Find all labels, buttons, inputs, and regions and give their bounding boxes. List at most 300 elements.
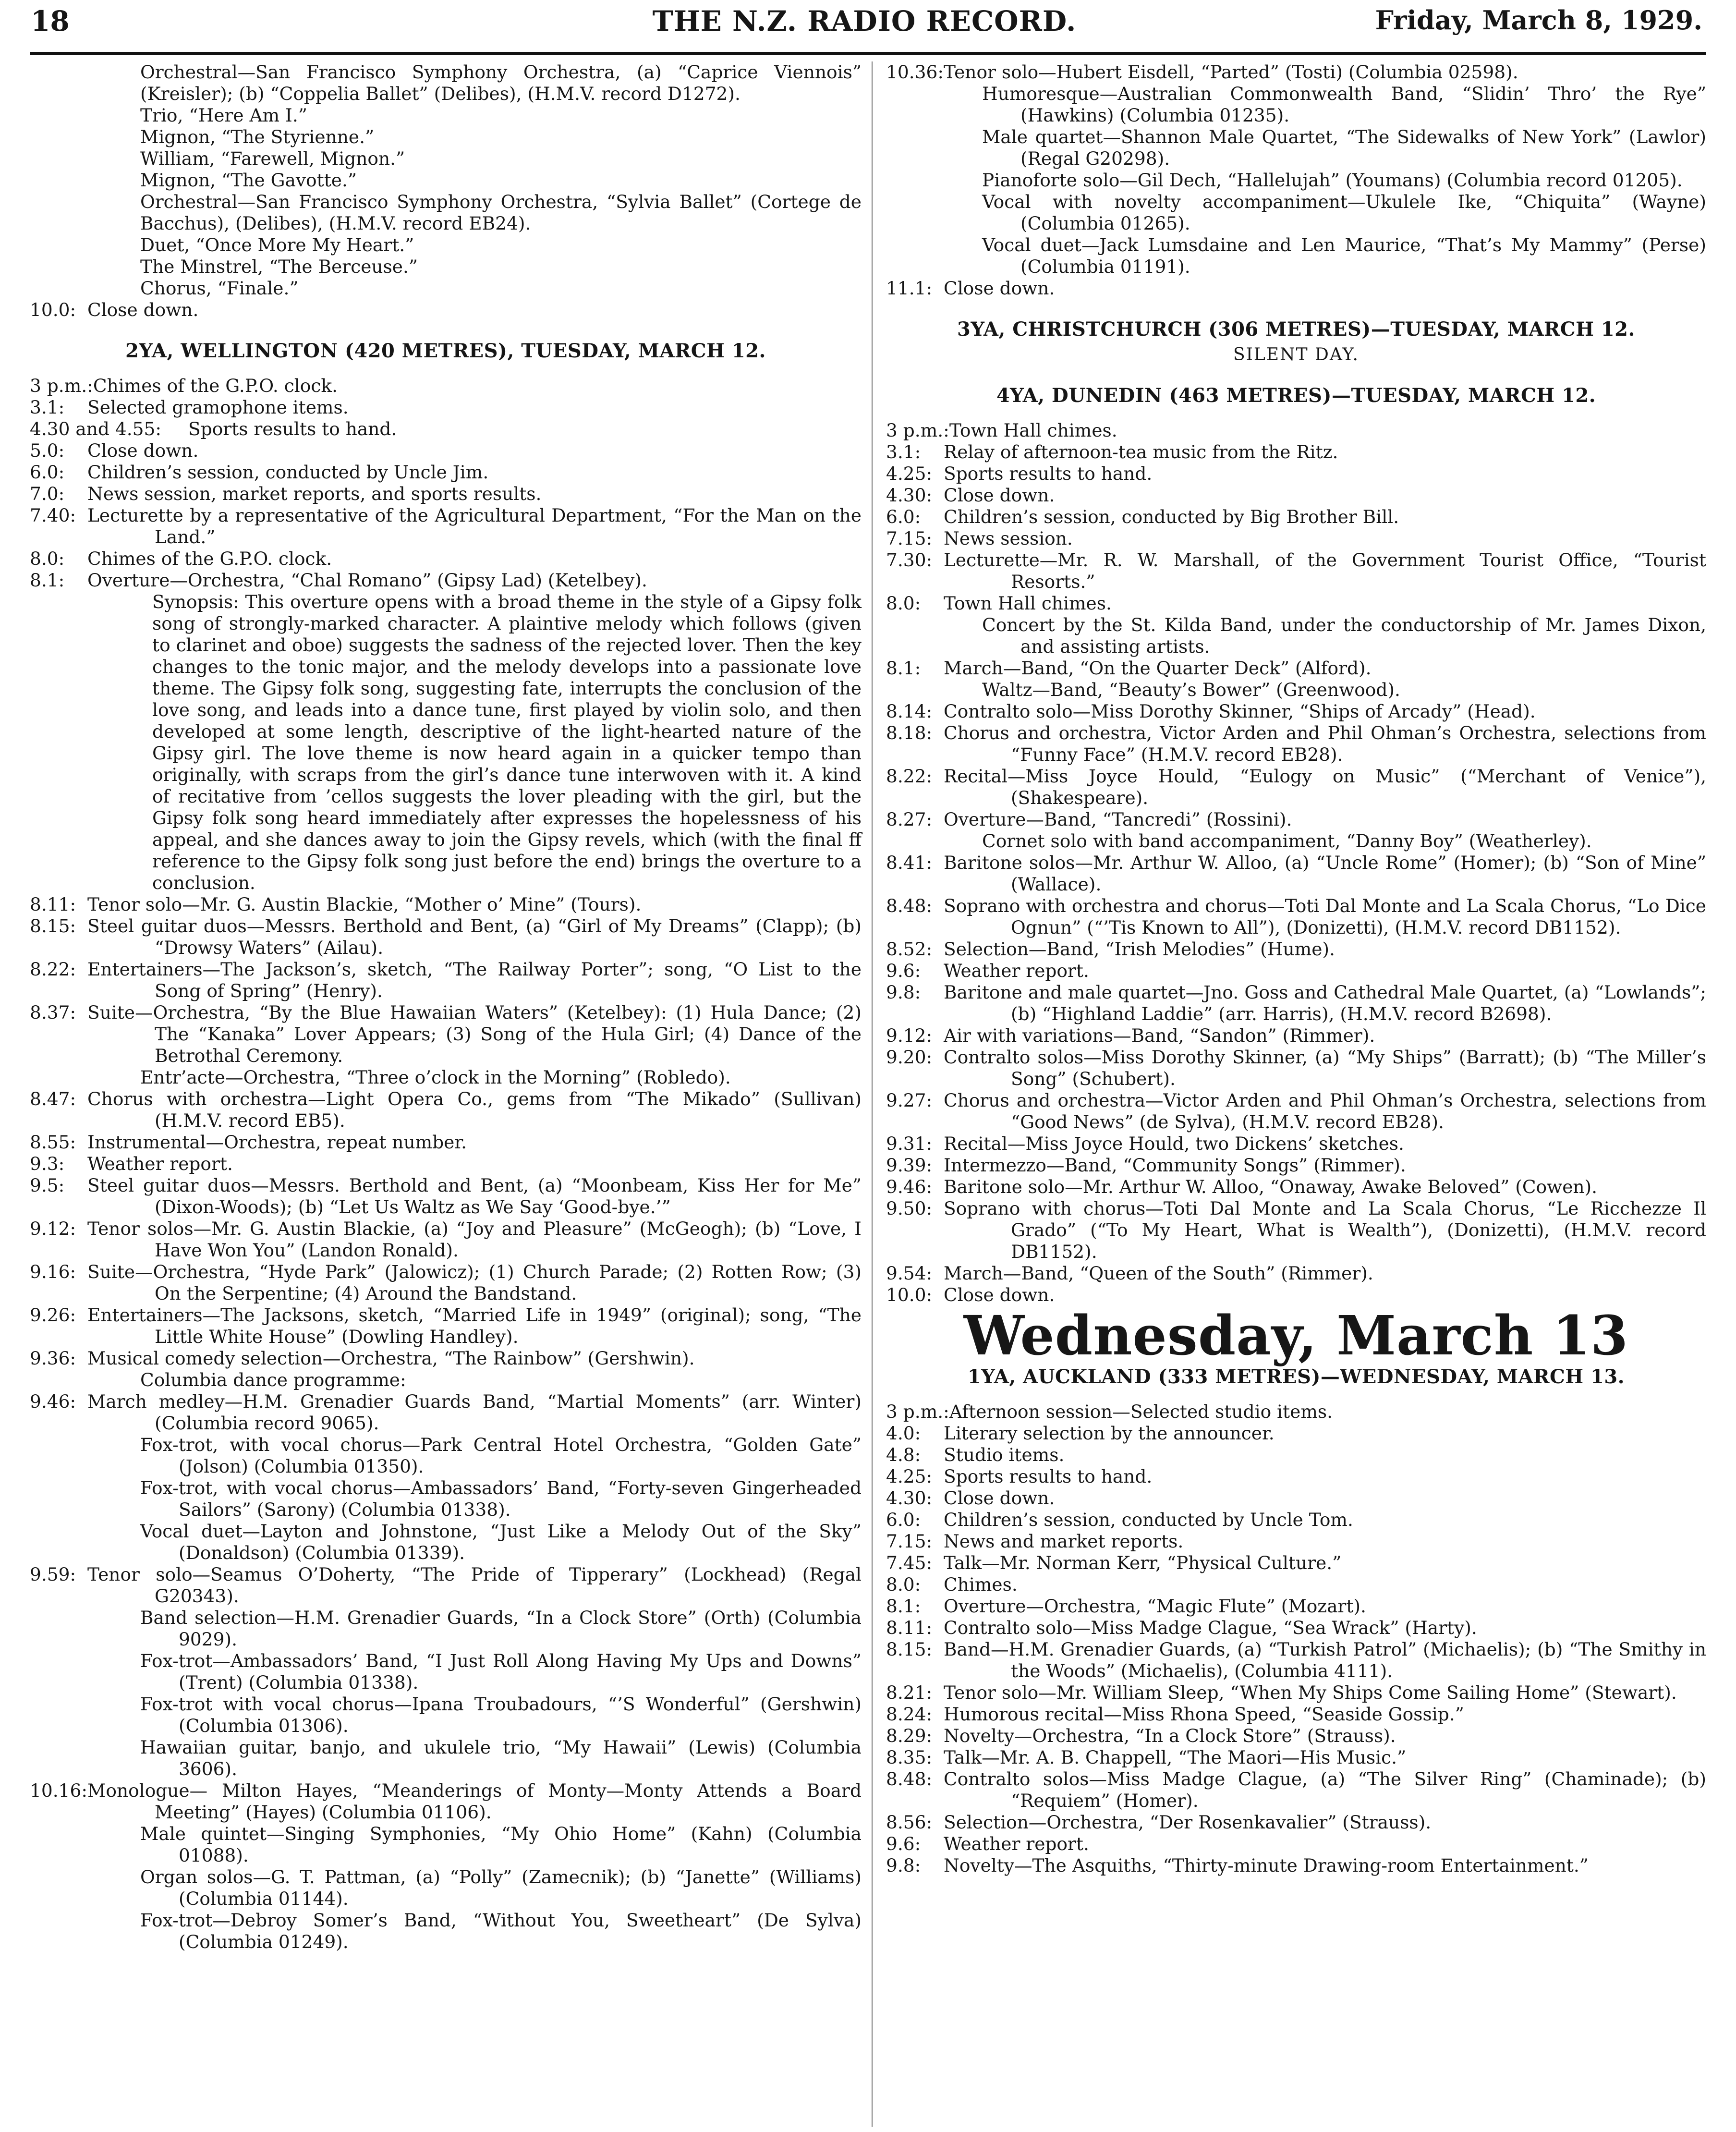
program-text bbox=[87, 570, 862, 591]
program-time: 5.0: bbox=[30, 440, 65, 461]
program-title: Talk—Mr. Norman Kerr, “Physical Culture.” bbox=[944, 1552, 1342, 1573]
program-time: 9.12: bbox=[886, 1025, 933, 1046]
program-text bbox=[944, 1617, 1706, 1639]
program-title: Chorus and orchestra, Victor Arden and Phil Ohman’s Orchestra, selections from “Funny Face” (H.M.V. record EB28). bbox=[944, 722, 1706, 765]
program-item bbox=[886, 1198, 1706, 1263]
program-title: Close down. bbox=[87, 440, 199, 461]
program-item bbox=[886, 982, 1706, 1025]
program-time: 3 p.m.: bbox=[886, 1401, 949, 1422]
program-item bbox=[886, 1531, 1706, 1552]
program-title: Relay of afternoon-tea music from the Ritz. bbox=[944, 441, 1338, 463]
program-time: 10.0: bbox=[886, 1284, 933, 1305]
program-time: 9.8: bbox=[886, 982, 921, 1003]
program-title: Recital—Miss Joyce Hould, “Eulogy on Music” (“Merchant of Venice”), (Shakespeare). bbox=[944, 766, 1706, 808]
program-time: 8.52: bbox=[886, 938, 933, 960]
program-item bbox=[886, 766, 1706, 809]
program-title: Overture—Band, “Tancredi” (Rossini). bbox=[944, 809, 1292, 830]
program-time: 3 p.m.: bbox=[886, 420, 949, 441]
program-title: Weather report. bbox=[944, 960, 1089, 981]
program-title: News session, market reports, and sports results. bbox=[87, 483, 542, 504]
station-heading-4ya: 4YA, DUNEDIN (463 METRES)—TUESDAY, MARCH 12. bbox=[996, 384, 1596, 407]
program-time: 9.27: bbox=[886, 1090, 933, 1111]
program-item bbox=[30, 440, 862, 462]
program-text bbox=[188, 418, 862, 440]
program-text bbox=[944, 809, 1706, 830]
program-text bbox=[944, 701, 1706, 722]
program-item bbox=[886, 1263, 1706, 1284]
program-title: Contralto solo—Miss Madge Clague, “Sea Wrack” (Harty). bbox=[944, 1617, 1477, 1638]
program-time: 8.47: bbox=[30, 1088, 76, 1109]
program-item bbox=[30, 915, 862, 959]
program-time: 9.50: bbox=[886, 1198, 933, 1219]
program-text bbox=[87, 548, 862, 570]
program-title: Contralto solo—Miss Dorothy Skinner, “Ships of Arcady” (Head). bbox=[944, 701, 1536, 722]
program-title: Instrumental—Orchestra, repeat number. bbox=[87, 1132, 467, 1153]
station-heading-2ya: 2YA, WELLINGTON (420 METRES), TUESDAY, MARCH 12. bbox=[125, 340, 766, 362]
program-title: Afternoon session—Selected studio items. bbox=[949, 1401, 1333, 1422]
program-item bbox=[886, 441, 1706, 463]
program-subitem: Orchestral—San Francisco Symphony Orchestra, (a) “Caprice Viennois” (Kreisler); (b) “Coppelia Ballet” (Delibes), (H.M.V. record D1272). bbox=[140, 61, 862, 104]
program-text bbox=[944, 506, 1706, 528]
program-subitem: William, “Farewell, Mignon.” bbox=[140, 148, 405, 169]
program-time: 9.39: bbox=[886, 1155, 933, 1176]
program-title: Suite—Orchestra, “By the Blue Hawaiian Waters” (Ketelbey): (1) Hula Dance; (2) The “Kanaka” Lover Appears; (3) Song of the Hula Girl; (4) Dance of the Betrothal Ceremony. bbox=[87, 1002, 862, 1066]
program-time: 7.45: bbox=[886, 1552, 933, 1573]
program-item bbox=[886, 1596, 1706, 1617]
program-title: Chimes of the G.P.O. clock. bbox=[87, 548, 332, 569]
program-subitem: Male quintet—Singing Symphonies, “My Ohio Home” (Kahn) (Columbia 01088). bbox=[140, 1823, 862, 1866]
program-text bbox=[944, 1704, 1706, 1725]
program-item bbox=[30, 959, 862, 1002]
program-item bbox=[886, 1466, 1706, 1487]
program-item bbox=[886, 658, 1706, 679]
program-time: 8.15: bbox=[30, 915, 76, 937]
program-subitem: Mignon, “The Gavotte.” bbox=[140, 170, 357, 191]
program-title: Sports results to hand. bbox=[944, 463, 1153, 484]
program-time: 4.30 and 4.55: bbox=[30, 418, 161, 439]
program-item bbox=[30, 548, 862, 570]
program-title: Chimes of the G.P.O. clock. bbox=[93, 375, 338, 396]
program-time: 6.0: bbox=[30, 462, 65, 483]
program-text bbox=[87, 1088, 862, 1132]
program-time: 8.1: bbox=[886, 658, 921, 679]
program-time: 9.16: bbox=[30, 1261, 76, 1282]
program-title: Musical comedy selection—Orchestra, “The Rainbow” (Gershwin). bbox=[87, 1348, 695, 1369]
program-item bbox=[886, 1552, 1706, 1574]
program-time: 9.3: bbox=[30, 1153, 65, 1174]
program-title: Close down. bbox=[87, 299, 199, 320]
program-item bbox=[886, 852, 1706, 895]
program-item bbox=[30, 418, 862, 440]
program-text bbox=[87, 915, 862, 959]
program-time: 9.54: bbox=[886, 1263, 933, 1284]
program-title: Lecturette by a representative of the Agricultural Department, “For the Man on the Land.” bbox=[87, 505, 862, 548]
program-text bbox=[944, 658, 1706, 679]
program-item bbox=[30, 462, 862, 483]
program-text bbox=[944, 1487, 1706, 1509]
program-title: Tenor solo—Mr. William Sleep, “When My Ships Come Sailing Home” (Stewart). bbox=[944, 1682, 1677, 1703]
program-text bbox=[944, 1812, 1706, 1833]
program-time: 8.24: bbox=[886, 1704, 933, 1725]
program-item bbox=[886, 485, 1706, 506]
program-subitem: Entr’acte—Orchestra, “Three o’clock in the Morning” (Robledo). bbox=[140, 1067, 731, 1088]
program-time: 3.1: bbox=[30, 397, 65, 418]
program-item bbox=[886, 1747, 1706, 1768]
program-text bbox=[87, 1780, 862, 1823]
program-item bbox=[886, 1855, 1706, 1876]
program-title: Air with variations—Band, “Sandon” (Rimmer). bbox=[944, 1025, 1375, 1046]
program-item bbox=[30, 483, 862, 505]
program-title: Chorus and orchestra—Victor Arden and Phil Ohman’s Orchestra, selections from “Good News” (de Sylva), (H.M.V. record EB28). bbox=[944, 1090, 1706, 1133]
program-subitem: The Minstrel, “The Berceuse.” bbox=[140, 256, 418, 277]
program-text bbox=[87, 1002, 862, 1067]
program-time: 11.1: bbox=[886, 278, 933, 299]
program-title: Baritone solo—Mr. Arthur W. Alloo, “Onaway, Awake Beloved” (Cowen). bbox=[944, 1176, 1598, 1197]
program-item bbox=[886, 1487, 1706, 1509]
program-title: Children’s session, conducted by Uncle Tom. bbox=[944, 1509, 1353, 1530]
program-item bbox=[30, 505, 862, 548]
program-text bbox=[944, 1444, 1706, 1466]
program-item bbox=[886, 701, 1706, 722]
program-subitem: Columbia dance programme: bbox=[140, 1369, 406, 1390]
program-text bbox=[944, 766, 1706, 809]
program-title: Selection—Band, “Irish Melodies” (Hume). bbox=[944, 938, 1335, 960]
program-title: Entertainers—The Jacksons, sketch, “Married Life in 1949” (original); song, “The Little White House” (Dowling Handley). bbox=[87, 1304, 862, 1347]
program-text bbox=[944, 1133, 1706, 1155]
program-time: 8.1: bbox=[30, 570, 65, 591]
program-text bbox=[87, 505, 862, 548]
program-text bbox=[949, 420, 1706, 441]
program-text bbox=[944, 895, 1706, 938]
program-item bbox=[886, 463, 1706, 485]
program-subitem: Male quartet—Shannon Male Quartet, “The Sidewalks of New York” (Lawlor) (Regal G20298). bbox=[982, 126, 1706, 169]
program-title: Close down. bbox=[944, 278, 1055, 299]
program-item bbox=[886, 593, 1706, 614]
program-text bbox=[944, 1531, 1706, 1552]
program-time: 4.0: bbox=[886, 1423, 921, 1444]
program-title: Close down. bbox=[944, 1284, 1055, 1305]
program-time: 4.25: bbox=[886, 463, 933, 484]
program-title: Tenor solo—Seamus O’Doherty, “The Pride of Tipperary” (Lockhead) (Regal G20343). bbox=[87, 1564, 862, 1607]
program-text bbox=[944, 1552, 1706, 1574]
program-item bbox=[886, 1133, 1706, 1155]
program-title: Novelty—Orchestra, “In a Clock Store” (Strauss). bbox=[944, 1725, 1396, 1746]
program-text bbox=[87, 1564, 862, 1607]
program-subitem: Orchestral—San Francisco Symphony Orchestra, “Sylvia Ballet” (Cortege de Bacchus), (Delibes), (H.M.V. record EB24). bbox=[140, 191, 862, 234]
program-time: 8.35: bbox=[886, 1747, 933, 1768]
program-time: 10.36: bbox=[886, 61, 944, 83]
publication-title: THE N.Z. RADIO RECORD. bbox=[652, 5, 1077, 37]
program-text bbox=[944, 1176, 1706, 1198]
program-title: Studio items. bbox=[944, 1444, 1065, 1465]
program-text bbox=[944, 1833, 1706, 1855]
program-title: Close down. bbox=[944, 485, 1055, 506]
program-time: 3.1: bbox=[886, 441, 921, 463]
program-text bbox=[944, 1263, 1706, 1284]
program-item bbox=[886, 722, 1706, 766]
program-time: 6.0: bbox=[886, 506, 921, 527]
program-time: 9.46: bbox=[886, 1176, 933, 1197]
program-item bbox=[886, 61, 1706, 83]
program-title: Children’s session, conducted by Big Brother Bill. bbox=[944, 506, 1399, 527]
program-item bbox=[886, 278, 1706, 299]
program-text bbox=[944, 960, 1706, 982]
program-time: 8.22: bbox=[886, 766, 933, 787]
program-title: March—Band, “On the Quarter Deck” (Alford). bbox=[944, 658, 1372, 679]
day-heading: Wednesday, March 13 bbox=[963, 1304, 1629, 1367]
program-item bbox=[30, 1348, 862, 1369]
program-time: 8.0: bbox=[886, 593, 921, 614]
program-item bbox=[886, 1155, 1706, 1176]
program-text bbox=[944, 61, 1706, 83]
program-item bbox=[30, 299, 862, 321]
program-text bbox=[87, 1153, 862, 1175]
program-text bbox=[944, 982, 1706, 1025]
program-text bbox=[944, 1198, 1706, 1263]
program-time: 8.29: bbox=[886, 1725, 933, 1746]
program-title: Sports results to hand. bbox=[188, 418, 397, 439]
program-time: 8.22: bbox=[30, 959, 76, 980]
program-title: Tenor solo—Mr. G. Austin Blackie, “Mother o’ Mine” (Tours). bbox=[87, 894, 642, 915]
program-title: Selected gramophone items. bbox=[87, 397, 349, 418]
program-item bbox=[886, 1284, 1706, 1306]
program-item bbox=[886, 960, 1706, 982]
program-text bbox=[944, 278, 1706, 299]
header-rule bbox=[30, 52, 1706, 55]
program-text bbox=[944, 441, 1706, 463]
program-item bbox=[30, 1780, 862, 1823]
program-subitem: Fox-trot—Debroy Somer’s Band, “Without You, Sweetheart” (De Sylva) (Columbia 01249). bbox=[140, 1910, 862, 1952]
program-text bbox=[87, 397, 862, 418]
program-text bbox=[944, 1090, 1706, 1133]
program-title: Intermezzo—Band, “Community Songs” (Rimmer). bbox=[944, 1155, 1406, 1176]
program-text bbox=[87, 894, 862, 915]
program-title: Entertainers—The Jackson’s, sketch, “The Railway Porter”; song, “O List to the Song of Spring” (Henry). bbox=[87, 959, 862, 1001]
program-time: 8.15: bbox=[886, 1639, 933, 1660]
program-item bbox=[30, 1304, 862, 1348]
program-subitem: Organ solos—G. T. Pattman, (a) “Polly” (Zamecnik); (b) “Janette” (Williams) (Columbia 01144). bbox=[140, 1866, 862, 1909]
program-text bbox=[87, 1261, 862, 1304]
program-title: Selection—Orchestra, “Der Rosenkavalier” (Strauss). bbox=[944, 1812, 1432, 1833]
program-text bbox=[944, 485, 1706, 506]
program-title: Baritone solos—Mr. Arthur W. Alloo, (a) “Uncle Rome” (Homer); (b) “Son of Mine” (Wallace). bbox=[944, 852, 1706, 895]
silent-day-note: SILENT DAY. bbox=[1233, 345, 1359, 365]
program-title: Recital—Miss Joyce Hould, two Dickens’ sketches. bbox=[944, 1133, 1404, 1154]
program-text bbox=[944, 1284, 1706, 1306]
program-text bbox=[944, 1509, 1706, 1531]
program-subitem: Band selection—H.M. Grenadier Guards, “In a Clock Store” (Orth) (Columbia 9029). bbox=[140, 1607, 862, 1650]
program-text bbox=[944, 593, 1706, 614]
program-subitem: Hawaiian guitar, banjo, and ukulele trio, “My Hawaii” (Lewis) (Columbia 3606). bbox=[140, 1737, 862, 1779]
program-item bbox=[886, 1725, 1706, 1747]
program-title: News session. bbox=[944, 528, 1073, 549]
program-title: Tenor solos—Mr. G. Austin Blackie, (a) “Joy and Pleasure” (McGeogh); (b) “Love, I Have Won You” (Landon Ronald). bbox=[87, 1218, 862, 1261]
program-title: Steel guitar duos—Messrs. Berthold and Bent, (a) “Girl of My Dreams” (Clapp); (b) “Drowsy Waters” (Ailau). bbox=[87, 915, 862, 958]
program-time: 9.59: bbox=[30, 1564, 76, 1585]
program-item bbox=[886, 1509, 1706, 1531]
program-time: 4.30: bbox=[886, 1487, 933, 1509]
program-time: 3 p.m.: bbox=[30, 375, 93, 396]
program-subitem: Trio, “Here Am I.” bbox=[140, 105, 307, 126]
program-text bbox=[944, 722, 1706, 766]
program-title: Weather report. bbox=[944, 1833, 1089, 1854]
program-item bbox=[886, 1704, 1706, 1725]
program-text bbox=[944, 1155, 1706, 1176]
program-text bbox=[87, 440, 862, 462]
program-text bbox=[944, 528, 1706, 549]
program-item bbox=[30, 894, 862, 915]
program-item bbox=[886, 1047, 1706, 1090]
program-item bbox=[30, 375, 862, 397]
program-text bbox=[944, 549, 1706, 593]
program-time: 7.30: bbox=[886, 549, 933, 571]
program-item bbox=[886, 549, 1706, 593]
program-subitem: Fox-trot, with vocal chorus—Ambassadors’ Band, “Forty-seven Gingerheaded Sailors” (Sarony) (Columbia 01338). bbox=[140, 1477, 862, 1520]
program-time: 8.11: bbox=[886, 1617, 933, 1638]
program-time: 8.41: bbox=[886, 852, 933, 873]
program-subitem: Mignon, “The Styrienne.” bbox=[140, 126, 375, 147]
program-title: Lecturette—Mr. R. W. Marshall, of the Government Tourist Office, “Tourist Resorts.” bbox=[944, 549, 1706, 592]
program-text bbox=[944, 1639, 1706, 1682]
program-item bbox=[30, 1153, 862, 1175]
program-item bbox=[30, 1002, 862, 1067]
program-item bbox=[30, 1564, 862, 1607]
left-column bbox=[30, 61, 862, 1953]
program-title: Suite—Orchestra, “Hyde Park” (Jalowicz); (1) Church Parade; (2) Rotten Row; (3) On the Serpentine; (4) Around the Bandstand. bbox=[87, 1261, 862, 1304]
program-time: 7.40: bbox=[30, 505, 76, 526]
program-time: 9.31: bbox=[886, 1133, 933, 1154]
program-title: Contralto solos—Miss Madge Clague, (a) “The Silver Ring” (Chaminade); (b) “Requiem” (Homer). bbox=[944, 1768, 1706, 1811]
program-time: 9.36: bbox=[30, 1348, 76, 1369]
program-synopsis: Synopsis: This overture opens with a broad theme in the style of a Gipsy folk song of strongly-marked character. A plaintive melody which follows (given to clarinet and oboe) suggests the sadness of the rejected lover. Then the key changes to the tonic major, and the melody develops into a passionate love theme. The Gipsy folk song, suggesting fate, interrupts the conclusion of the love song, and leads into a dance tune, first played by violin solo, and then developed at some length, descriptive of the light-hearted nature of the Gipsy girl. The love theme is now heard again in a quicker tempo than originally, with scraps from the girl’s dance tune interwoven with it. A kind of recitative from ’cellos suggests the lover pleading with the girl, but the Gipsy folk song heard immediately after expresses the hopelessness of his appeal, and she dances away to join the Gipsy revels, which (with the final ff reference to the Gipsy folk song just before the end) brings the overture to a conclusion. bbox=[152, 591, 862, 893]
program-title: News and market reports. bbox=[944, 1531, 1184, 1552]
program-subitem: Chorus, “Finale.” bbox=[140, 278, 299, 299]
program-item bbox=[886, 1682, 1706, 1704]
program-item bbox=[886, 1574, 1706, 1596]
program-title: Sports results to hand. bbox=[944, 1466, 1153, 1487]
program-item bbox=[886, 1617, 1706, 1639]
page-header bbox=[0, 0, 1736, 60]
program-text bbox=[944, 852, 1706, 895]
program-time: 8.1: bbox=[886, 1596, 921, 1617]
program-subitem: Fox-trot, with vocal chorus—Park Central Hotel Orchestra, “Golden Gate” (Jolson) (Columbia 01350). bbox=[140, 1434, 862, 1477]
program-item bbox=[30, 1218, 862, 1261]
program-text bbox=[944, 1725, 1706, 1747]
program-item bbox=[886, 1025, 1706, 1047]
program-text bbox=[944, 1855, 1706, 1876]
program-item bbox=[30, 1391, 862, 1434]
program-time: 4.30: bbox=[886, 485, 933, 506]
program-time: 8.11: bbox=[30, 894, 76, 915]
program-item bbox=[30, 397, 862, 418]
program-text bbox=[944, 1025, 1706, 1047]
program-time: 7.0: bbox=[30, 483, 65, 504]
program-text bbox=[944, 1682, 1706, 1704]
program-item bbox=[30, 1088, 862, 1132]
program-item bbox=[886, 938, 1706, 960]
right-column bbox=[886, 61, 1706, 1876]
program-title: Monologue— Milton Hayes, “Meanderings of Monty—Monty Attends a Board Meeting” (Hayes) (Columbia 01106). bbox=[87, 1780, 862, 1823]
program-text bbox=[87, 483, 862, 505]
program-title: Weather report. bbox=[87, 1153, 233, 1174]
station-heading-3ya: 3YA, CHRISTCHURCH (306 METRES)—TUESDAY, MARCH 12. bbox=[957, 318, 1635, 341]
program-subitem: Waltz—Band, “Beauty’s Bower” (Greenwood). bbox=[982, 679, 1400, 700]
column-divider bbox=[872, 61, 873, 2127]
program-title: Literary selection by the announcer. bbox=[944, 1423, 1275, 1444]
program-item bbox=[886, 809, 1706, 830]
program-time: 8.27: bbox=[886, 809, 933, 830]
program-text bbox=[949, 1401, 1706, 1423]
program-subitem: Vocal with novelty accompaniment—Ukulele Ike, “Chiquita” (Wayne) (Columbia 01265). bbox=[982, 191, 1706, 234]
program-time: 6.0: bbox=[886, 1509, 921, 1530]
program-text bbox=[93, 375, 862, 397]
program-title: Contralto solos—Miss Dorothy Skinner, (a) “My Ships” (Barratt); (b) “The Miller’s Song” (Schubert). bbox=[944, 1047, 1706, 1089]
program-subitem: Fox-trot with vocal chorus—Ipana Troubadours, “’S Wonderful” (Gershwin) (Columbia 01306). bbox=[140, 1693, 862, 1736]
program-title: Talk—Mr. A. B. Chappell, “The Maori—His Music.” bbox=[944, 1747, 1407, 1768]
program-title: Band—H.M. Grenadier Guards, (a) “Turkish Patrol” (Michaelis); (b) “The Smithy in the Woods” (Michaelis), (Columbia 4111). bbox=[944, 1639, 1706, 1681]
program-text bbox=[944, 1596, 1706, 1617]
program-time: 9.5: bbox=[30, 1175, 65, 1196]
issue-date: Friday, March 8, 1929. bbox=[1375, 5, 1702, 36]
program-time: 8.21: bbox=[886, 1682, 933, 1703]
program-time: 9.6: bbox=[886, 960, 921, 981]
program-text bbox=[944, 463, 1706, 485]
program-text bbox=[944, 1747, 1706, 1768]
program-time: 8.48: bbox=[886, 895, 933, 916]
program-title: Town Hall chimes. bbox=[949, 420, 1117, 441]
program-time: 8.0: bbox=[30, 548, 65, 569]
program-title: Tenor solo—Hubert Eisdell, “Parted” (Tosti) (Columbia 02598). bbox=[944, 61, 1518, 83]
program-item bbox=[30, 1261, 862, 1304]
program-text bbox=[87, 1348, 862, 1369]
program-time: 8.37: bbox=[30, 1002, 76, 1023]
program-time: 4.8: bbox=[886, 1444, 921, 1465]
program-text bbox=[944, 1466, 1706, 1487]
program-title: Novelty—The Asquiths, “Thirty-minute Drawing-room Entertainment.” bbox=[944, 1855, 1589, 1876]
program-title: Chimes. bbox=[944, 1574, 1018, 1595]
program-time: 8.14: bbox=[886, 701, 933, 722]
program-title: Soprano with orchestra and chorus—Toti Dal Monte and La Scala Chorus, “Lo Dice Ognun” (“’Tis Known to All”), (Donizetti), (H.M.V. record DB1152). bbox=[944, 895, 1706, 938]
program-text bbox=[944, 1047, 1706, 1090]
program-subitem: Pianoforte solo—Gil Dech, “Hallelujah” (Youmans) (Columbia record 01205). bbox=[982, 170, 1683, 191]
program-item bbox=[886, 1812, 1706, 1833]
program-title: March medley—H.M. Grenadier Guards Band, “Martial Moments” (arr. Winter) (Columbia record 9065). bbox=[87, 1391, 862, 1434]
program-item bbox=[30, 570, 862, 591]
station-heading-1ya: 1YA, AUCKLAND (333 METRES)—WEDNESDAY, MARCH 13. bbox=[967, 1365, 1625, 1388]
program-title: Overture—Orchestra, “Magic Flute” (Mozart). bbox=[944, 1596, 1366, 1617]
program-item bbox=[886, 1176, 1706, 1198]
program-title: March—Band, “Queen of the South” (Rimmer). bbox=[944, 1263, 1373, 1284]
program-text bbox=[87, 1175, 862, 1218]
program-text bbox=[944, 938, 1706, 960]
program-title: Soprano with chorus—Toti Dal Monte and La Scala Chorus, “Le Ricchezze Il Grado” (“To My Heart, What is Wealth”), (Donizetti), (H.M.V. record DB1152). bbox=[944, 1198, 1706, 1262]
program-time: 9.20: bbox=[886, 1047, 933, 1068]
program-subitem: Humoresque—Australian Commonwealth Band, “Slidin’ Thro’ the Rye” (Hawkins) (Columbia 01235). bbox=[982, 83, 1706, 126]
program-text bbox=[87, 1132, 862, 1153]
program-title: Baritone and male quartet—Jno. Goss and Cathedral Male Quartet, (a) “Lowlands”; (b) “Highland Laddie” (arr. Harris), (H.M.V. record B2698). bbox=[944, 982, 1706, 1024]
program-item bbox=[886, 895, 1706, 938]
program-title: Town Hall chimes. bbox=[944, 593, 1112, 614]
program-item bbox=[886, 1401, 1706, 1423]
program-text bbox=[87, 1391, 862, 1434]
program-title: Close down. bbox=[944, 1487, 1055, 1509]
program-title: Humorous recital—Miss Rhona Speed, “Seaside Gossip.” bbox=[944, 1704, 1464, 1725]
program-time: 10.0: bbox=[30, 299, 76, 320]
program-text bbox=[87, 1218, 862, 1261]
program-item bbox=[886, 1639, 1706, 1682]
program-subitem: Duet, “Once More My Heart.” bbox=[140, 234, 414, 256]
program-time: 9.8: bbox=[886, 1855, 921, 1876]
